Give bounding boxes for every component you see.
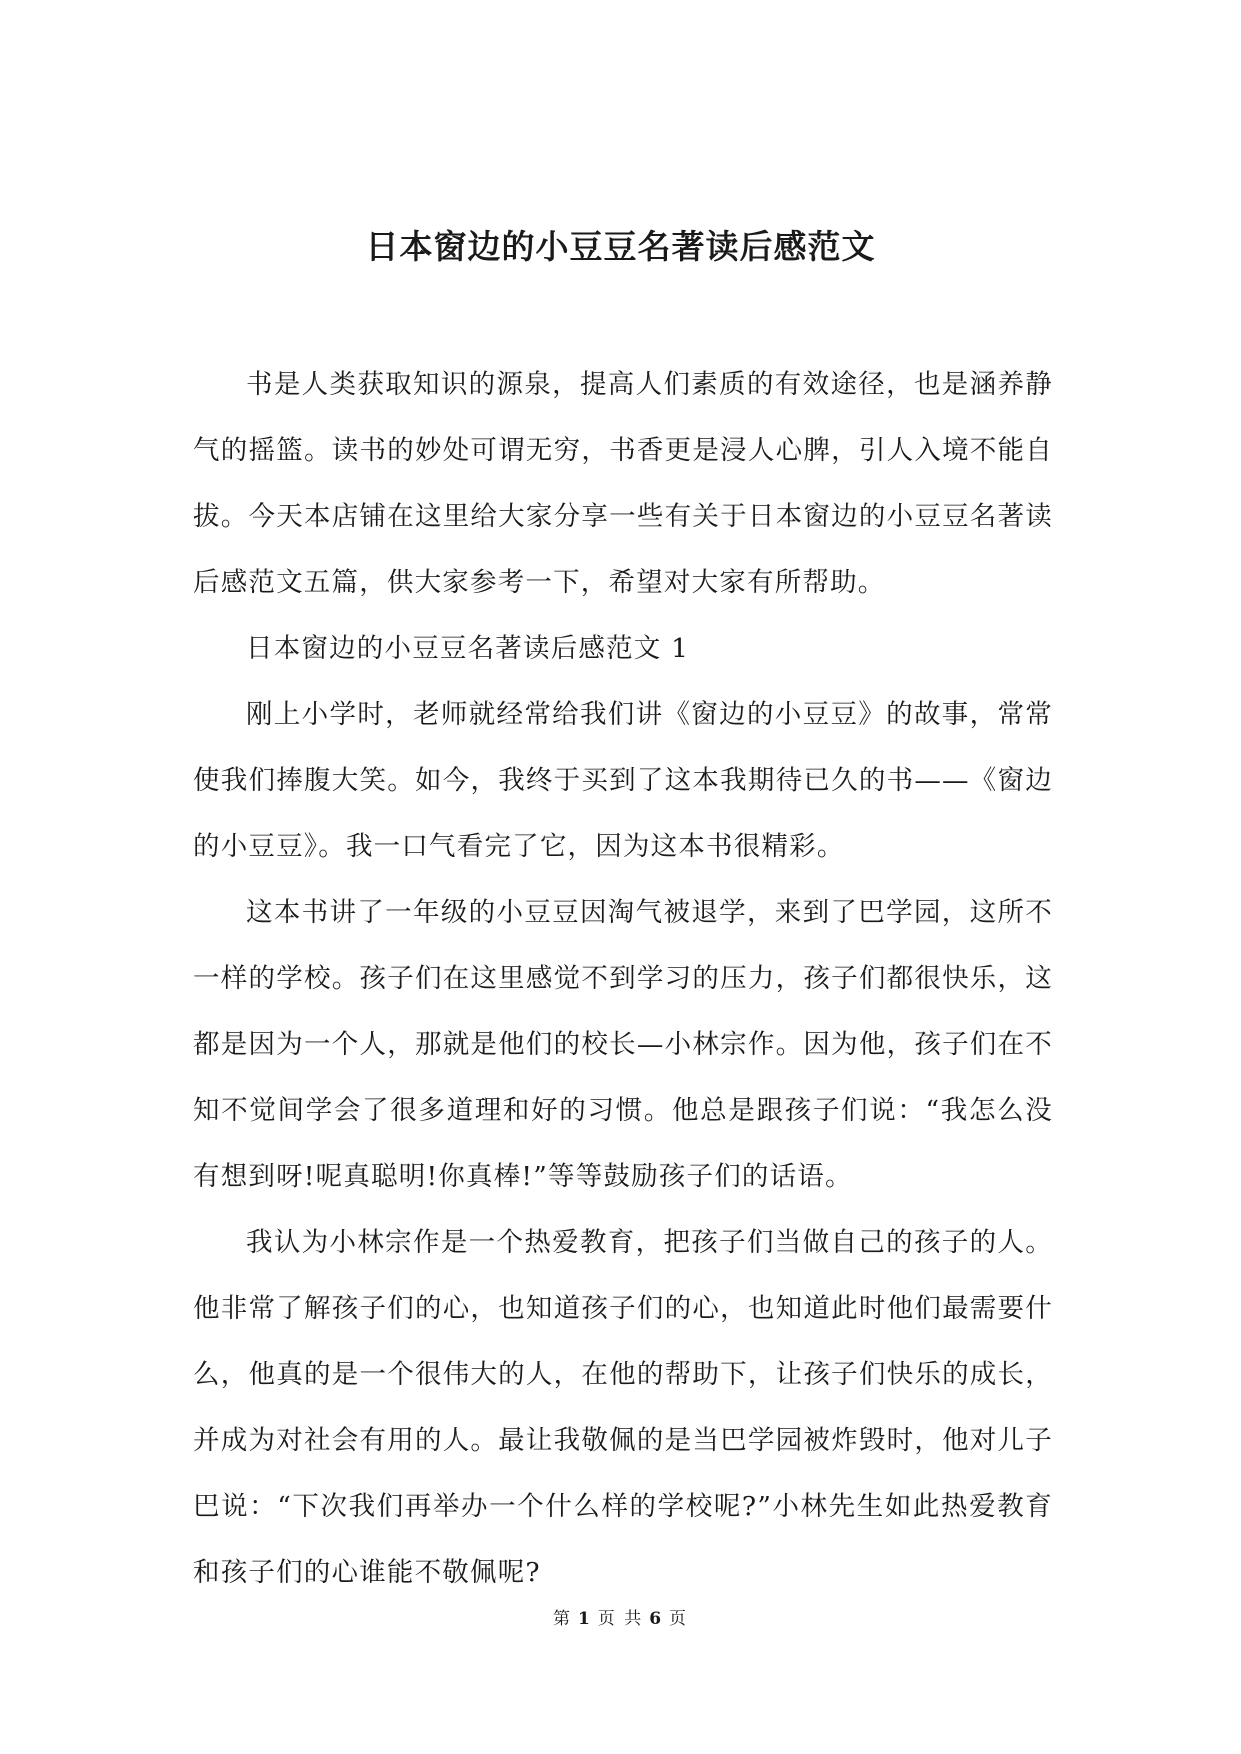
body-paragraph: 我认为小林宗作是一个热爱教育，把孩子们当做自己的孩子的人。他非常了解孩子们的心，也知道孩子们的心，也知道此时他们最需要什么，他真的是一个很伟大的人，在他的帮助下，让孩子们快乐的成长，并成为对社会有用的人。最让我敬佩的是当巴学园被炸毁时，他对儿子巴说：“下次我们再举办一个什么样的学校呢?”小林先生如此热爱教育和孩子们的心谁能不敬佩呢? — [193, 1227, 1053, 1588]
body-paragraph: 这本书讲了一年级的小豆豆因淘气被退学，来到了巴学园，这所不一样的学校。孩子们在这里感觉不到学习的压力，孩子们都很快乐，这都是因为一个人，那就是他们的校长—小林宗作。因为他，孩子们在不知不觉间学会了很多道理和好的习惯。他总是跟孩子们说：“我怎么没有想到呀!呢真聪明!你真棒!”等等鼓励孩子们的话语。 — [193, 897, 1053, 1192]
total-pages-number: 6 — [649, 1609, 664, 1629]
current-page-number: 1 — [577, 1609, 592, 1629]
page-footer — [0, 1604, 1241, 1629]
footer-middle: 页 共 — [597, 1609, 644, 1629]
footer-suffix: 页 — [669, 1609, 689, 1629]
section-heading: 日本窗边的小豆豆名著读后感范文 1 — [246, 633, 690, 664]
body-paragraph: 刚上小学时，老师就经常给我们讲《窗边的小豆豆》的故事，常常使我们捧腹大笑。如今，我终于买到了这本我期待已久的书——《窗边的小豆豆》。我一口气看完了它，因为这本书很精彩。 — [193, 699, 1053, 862]
intro-paragraph: 书是人类获取知识的源泉，提高人们素质的有效途径，也是涵养静气的摇篮。读书的妙处可谓无穷，书香更是浸人心脾，引人入境不能自拔。今天本店铺在这里给大家分享一些有关于日本窗边的小豆豆名著读后感范文五篇，供大家参考一下，希望对大家有所帮助。 — [193, 369, 1053, 598]
document-body — [193, 352, 1053, 1606]
document-title: 日本窗边的小豆豆名著读后感范文 — [365, 227, 876, 266]
footer-prefix: 第 — [552, 1609, 572, 1629]
